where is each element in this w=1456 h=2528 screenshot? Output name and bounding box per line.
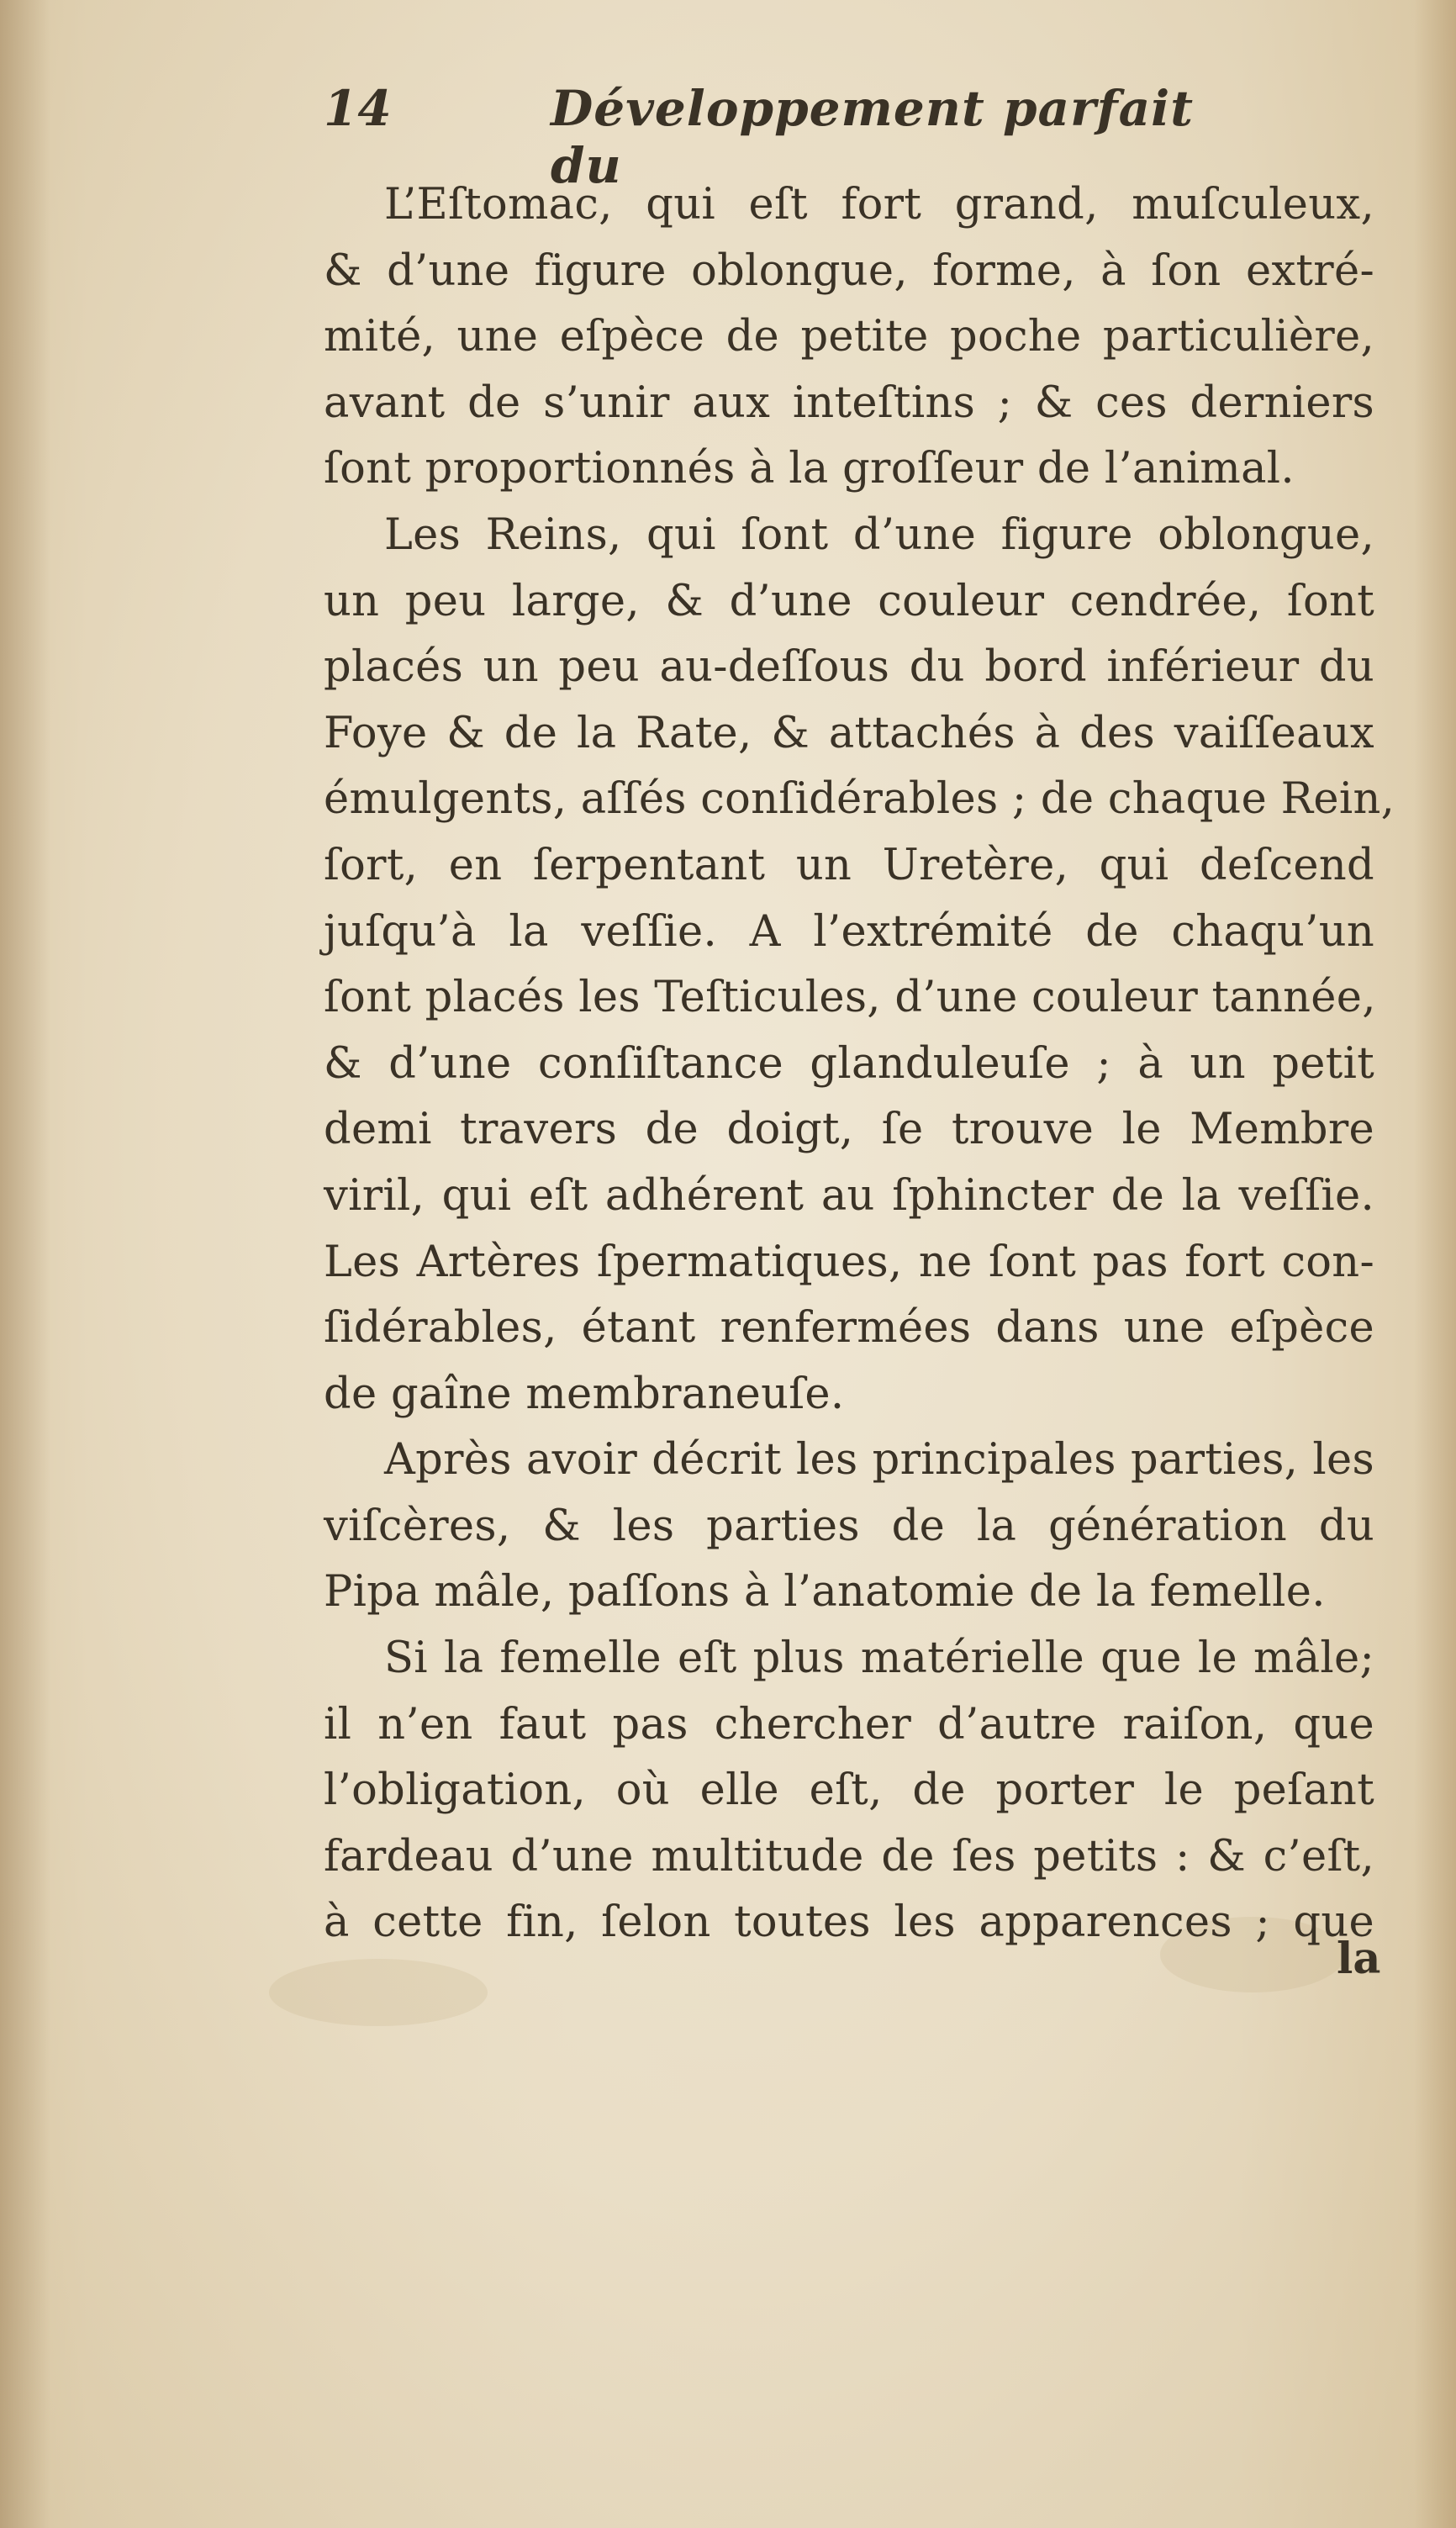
text-line: Les Artères ſpermatiques, ne ſont pas fort con- (324, 1237, 1374, 1287)
page-number: 14 (324, 80, 392, 137)
text-line: Pipa mâle, paſſons à l’anatomie de la femelle. (324, 1567, 1326, 1618)
spine-shadow (0, 0, 50, 2528)
text-line: Les Reins, qui ſont d’une figure oblongue, (384, 509, 1374, 560)
text-line: & d’une conſiſtance glanduleuſe ; à un petit (324, 1038, 1374, 1089)
text-line: ſort, en ſerpentant un Uretère, qui deſcend (324, 840, 1374, 890)
text-line: ſidérables, étant renfermées dans une eſpèce (324, 1303, 1374, 1354)
text-line: mité, une eſpèce de petite poche particulière, (324, 312, 1374, 362)
text-line: émulgents, aſſés conſidérables ; de chaque Rein, (324, 774, 1395, 825)
text-line: ſont placés les Teſticules, d’une couleur tannée, (324, 973, 1376, 1023)
text-line: Après avoir décrit les principales parties, les (384, 1435, 1374, 1486)
text-line: fardeau d’une multitude de ſes petits : & c’eſt, (324, 1831, 1374, 1881)
text-line: à cette fin, ſelon toutes les apparences ; que (324, 1897, 1374, 1948)
text-line: L’Eſtomac, qui eſt fort grand, muſculeux, (384, 180, 1374, 230)
text-line: Si la femelle eſt plus matérielle que le mâle; (384, 1633, 1374, 1684)
text-line: juſqu’à la veſſie. A l’extrémité de chaqu’un (324, 906, 1374, 957)
text-line: de gaîne membraneuſe. (324, 1369, 845, 1419)
text-line: & d’une figure oblongue, forme, à ſon extré- (324, 245, 1374, 296)
text-line: l’obligation, où elle eſt, de porter le peſant (324, 1765, 1374, 1816)
text-line: avant de s’unir aux inteſtins ; & ces derniers (324, 377, 1374, 428)
page-header (324, 80, 1198, 194)
text-line: un peu large, & d’une couleur cendrée, ſont (324, 576, 1374, 626)
paper-stain (269, 1959, 488, 2026)
text-line: placés un peu au-deſſous du bord inférieur du (324, 642, 1374, 693)
body-text (324, 172, 1395, 1956)
page-edge-shadow (1414, 0, 1456, 2528)
text-line: demi travers de doigt, ſe trouve le Membre (324, 1105, 1374, 1155)
text-line: Foye & de la Rate, & attachés à des vaiſſeaux (324, 708, 1374, 758)
text-line: viſcères, & les parties de la génération du (324, 1501, 1374, 1551)
catchword: la (1337, 1934, 1381, 1984)
text-line: il n’en faut pas chercher d’autre raiſon, que (324, 1699, 1374, 1750)
text-line: ſont proportionnés à la groſſeur de l’animal. (324, 444, 1295, 494)
text-line: viril, qui eſt adhérent au ſphincter de la veſſie. (324, 1170, 1374, 1221)
running-head: Développement parfait du (551, 80, 1195, 194)
